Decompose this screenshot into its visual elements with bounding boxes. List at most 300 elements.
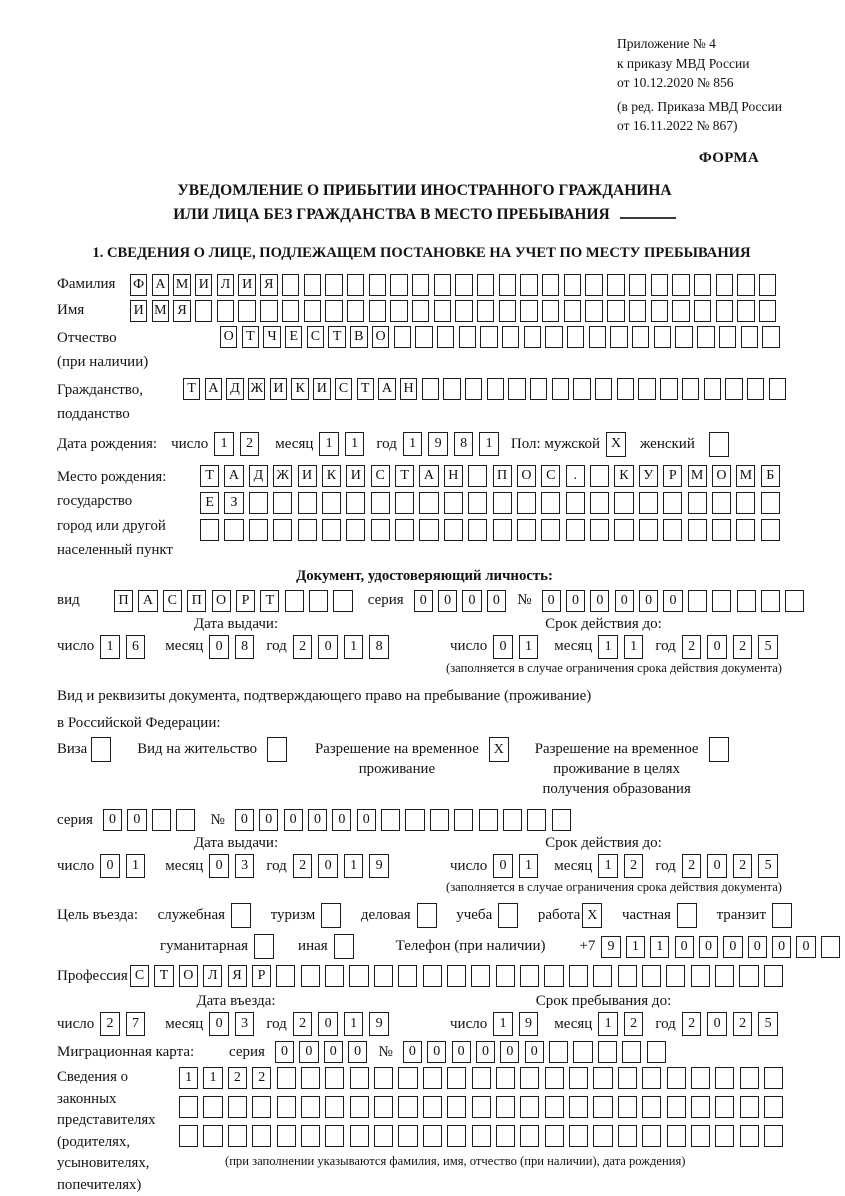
char-cell-filled[interactable]: 0 <box>590 590 609 612</box>
char-cell-filled[interactable]: П <box>187 590 206 612</box>
char-cell-empty[interactable] <box>667 1067 686 1089</box>
char-cell-empty[interactable] <box>298 492 317 514</box>
char-cell-filled[interactable]: 0 <box>403 1041 422 1063</box>
char-cell-empty[interactable] <box>524 326 541 348</box>
char-cell-empty[interactable] <box>764 1125 783 1147</box>
char-cell-empty[interactable] <box>598 1041 617 1063</box>
char-cell-empty[interactable] <box>642 965 661 987</box>
char-cell-empty[interactable] <box>651 300 668 322</box>
char-cell-empty[interactable] <box>607 300 624 322</box>
char-cell-filled[interactable]: 0 <box>438 590 457 612</box>
char-cell-filled[interactable]: 1 <box>344 1012 364 1036</box>
char-cell-filled[interactable]: 0 <box>493 635 513 659</box>
char-cell-filled[interactable]: Ж <box>248 378 265 400</box>
char-cell-filled[interactable]: 9 <box>428 432 448 456</box>
char-cell-empty[interactable] <box>394 326 411 348</box>
char-cell-empty[interactable] <box>422 378 439 400</box>
char-cell-empty[interactable] <box>564 274 581 296</box>
char-cell-filled[interactable]: 2 <box>682 635 702 659</box>
char-cell-empty[interactable] <box>764 1096 783 1118</box>
char-cell-filled[interactable]: 8 <box>369 635 389 659</box>
char-cell-filled[interactable]: Н <box>400 378 417 400</box>
char-cell-empty[interactable] <box>544 965 563 987</box>
char-cell-filled[interactable]: 0 <box>427 1041 446 1063</box>
char-cell-empty[interactable] <box>694 274 711 296</box>
char-cell-empty[interactable] <box>423 1096 442 1118</box>
char-cell-filled[interactable]: 0 <box>493 854 513 878</box>
char-cell-empty[interactable] <box>304 300 321 322</box>
char-cell-filled[interactable]: 9 <box>369 1012 389 1036</box>
char-cell-filled[interactable]: 2 <box>624 1012 644 1036</box>
char-cell-empty[interactable] <box>614 519 633 541</box>
char-cell-empty[interactable] <box>434 300 451 322</box>
char-cell-empty[interactable] <box>325 1125 344 1147</box>
char-cell-empty[interactable] <box>238 300 255 322</box>
char-cell-empty[interactable] <box>91 737 111 762</box>
char-cell-filled[interactable]: 0 <box>675 936 694 958</box>
char-cell-empty[interactable] <box>520 274 537 296</box>
char-cell-filled[interactable]: 1 <box>626 936 645 958</box>
char-cell-empty[interactable] <box>252 1096 271 1118</box>
char-cell-empty[interactable] <box>785 590 804 612</box>
char-cell-empty[interactable] <box>176 809 195 831</box>
char-cell-filled[interactable]: 0 <box>235 809 254 831</box>
char-cell-filled[interactable]: 2 <box>252 1067 271 1089</box>
char-cell-filled[interactable]: 2 <box>100 1012 120 1036</box>
char-cell-empty[interactable] <box>496 1096 515 1118</box>
char-cell-filled[interactable]: 0 <box>318 854 338 878</box>
char-cell-filled[interactable]: 0 <box>796 936 815 958</box>
char-cell-empty[interactable] <box>629 274 646 296</box>
char-cell-empty[interactable] <box>398 1096 417 1118</box>
char-cell-empty[interactable] <box>520 1067 539 1089</box>
char-cell-empty[interactable] <box>447 1125 466 1147</box>
char-cell-empty[interactable] <box>468 465 487 487</box>
char-cell-filled[interactable]: 1 <box>319 432 339 456</box>
char-cell-empty[interactable] <box>322 519 341 541</box>
char-cell-empty[interactable] <box>585 300 602 322</box>
char-cell-filled[interactable]: 1 <box>403 432 423 456</box>
char-cell-empty[interactable] <box>639 519 658 541</box>
char-cell-empty[interactable] <box>285 590 304 612</box>
char-cell-empty[interactable] <box>740 1067 759 1089</box>
char-cell-filled[interactable]: Л <box>203 965 222 987</box>
char-cell-empty[interactable] <box>437 326 454 348</box>
char-cell-empty[interactable] <box>517 492 536 514</box>
char-cell-empty[interactable] <box>487 378 504 400</box>
char-cell-empty[interactable] <box>530 378 547 400</box>
char-cell-empty[interactable] <box>371 519 390 541</box>
char-cell-empty[interactable] <box>498 903 518 928</box>
char-cell-empty[interactable] <box>430 809 449 831</box>
char-cell-filled[interactable]: 2 <box>682 854 702 878</box>
char-cell-filled[interactable]: 0 <box>209 854 229 878</box>
char-cell-filled[interactable]: 1 <box>624 635 644 659</box>
char-cell-empty[interactable] <box>715 1096 734 1118</box>
char-cell-empty[interactable] <box>374 1096 393 1118</box>
char-cell-empty[interactable] <box>549 1041 568 1063</box>
char-cell-filled[interactable]: А <box>378 378 395 400</box>
char-cell-empty[interactable] <box>472 1125 491 1147</box>
char-cell-filled[interactable]: Т <box>242 326 259 348</box>
char-cell-filled[interactable]: 2 <box>733 854 753 878</box>
char-cell-empty[interactable] <box>471 965 490 987</box>
char-cell-filled[interactable]: Т <box>395 465 414 487</box>
char-cell-empty[interactable] <box>545 1125 564 1147</box>
char-cell-empty[interactable] <box>152 809 171 831</box>
char-cell-filled[interactable]: Н <box>444 465 463 487</box>
char-cell-filled[interactable]: 1 <box>598 635 618 659</box>
char-cell-empty[interactable] <box>691 1067 710 1089</box>
char-cell-empty[interactable] <box>688 492 707 514</box>
char-cell-empty[interactable] <box>459 326 476 348</box>
char-cell-filled[interactable]: Р <box>236 590 255 612</box>
char-cell-empty[interactable] <box>520 965 539 987</box>
char-cell-empty[interactable] <box>493 519 512 541</box>
char-cell-empty[interactable] <box>694 300 711 322</box>
char-cell-filled[interactable]: Т <box>200 465 219 487</box>
char-cell-empty[interactable] <box>493 492 512 514</box>
char-cell-empty[interactable] <box>675 326 692 348</box>
char-cell-filled[interactable]: 0 <box>127 809 146 831</box>
char-cell-empty[interactable] <box>709 432 729 457</box>
char-cell-empty[interactable] <box>593 965 612 987</box>
char-cell-filled[interactable]: 0 <box>209 1012 229 1036</box>
char-cell-empty[interactable] <box>322 492 341 514</box>
char-cell-empty[interactable] <box>737 590 756 612</box>
char-cell-filled[interactable]: Я <box>228 965 247 987</box>
char-cell-empty[interactable] <box>527 809 546 831</box>
char-cell-filled[interactable]: А <box>152 274 169 296</box>
char-cell-filled[interactable]: 1 <box>345 432 365 456</box>
char-cell-empty[interactable] <box>260 300 277 322</box>
char-cell-filled[interactable]: С <box>130 965 149 987</box>
char-cell-filled[interactable]: 0 <box>275 1041 294 1063</box>
char-cell-empty[interactable] <box>569 1096 588 1118</box>
char-cell-empty[interactable] <box>350 1125 369 1147</box>
char-cell-empty[interactable] <box>569 1067 588 1089</box>
char-cell-empty[interactable] <box>282 274 299 296</box>
char-cell-empty[interactable] <box>672 300 689 322</box>
char-cell-empty[interactable] <box>395 492 414 514</box>
char-cell-empty[interactable] <box>715 1067 734 1089</box>
char-cell-empty[interactable] <box>423 1125 442 1147</box>
char-cell-empty[interactable] <box>542 274 559 296</box>
char-cell-empty[interactable] <box>691 1096 710 1118</box>
char-cell-empty[interactable] <box>282 300 299 322</box>
char-cell-filled[interactable]: О <box>220 326 237 348</box>
char-cell-empty[interactable] <box>590 519 609 541</box>
char-cell-empty[interactable] <box>654 326 671 348</box>
char-cell-empty[interactable] <box>667 1096 686 1118</box>
char-cell-empty[interactable] <box>545 1067 564 1089</box>
char-cell-empty[interactable] <box>663 519 682 541</box>
char-cell-filled[interactable]: Ч <box>263 326 280 348</box>
char-cell-filled[interactable]: 0 <box>299 1041 318 1063</box>
char-cell-empty[interactable] <box>520 1125 539 1147</box>
char-cell-empty[interactable] <box>371 492 390 514</box>
char-cell-filled[interactable]: И <box>270 378 287 400</box>
char-cell-empty[interactable] <box>761 590 780 612</box>
char-cell-filled[interactable]: 0 <box>452 1041 471 1063</box>
char-cell-empty[interactable] <box>638 378 655 400</box>
char-cell-filled[interactable]: 2 <box>228 1067 247 1089</box>
char-cell-empty[interactable] <box>477 274 494 296</box>
char-cell-filled[interactable]: О <box>179 965 198 987</box>
char-cell-empty[interactable] <box>764 1067 783 1089</box>
char-cell-empty[interactable] <box>502 326 519 348</box>
char-cell-filled[interactable]: 0 <box>748 936 767 958</box>
char-cell-filled[interactable]: 0 <box>103 809 122 831</box>
char-cell-empty[interactable] <box>642 1096 661 1118</box>
char-cell-filled[interactable]: 1 <box>479 432 499 456</box>
char-cell-empty[interactable] <box>309 590 328 612</box>
char-cell-empty[interactable] <box>496 1067 515 1089</box>
char-cell-filled[interactable]: 1 <box>598 854 618 878</box>
char-cell-filled[interactable]: 0 <box>772 936 791 958</box>
char-cell-empty[interactable] <box>704 378 721 400</box>
char-cell-filled[interactable]: 1 <box>214 432 234 456</box>
char-cell-empty[interactable] <box>747 378 764 400</box>
char-cell-empty[interactable] <box>472 1096 491 1118</box>
char-cell-empty[interactable] <box>179 1125 198 1147</box>
char-cell-empty[interactable] <box>334 934 354 959</box>
char-cell-filled[interactable]: 0 <box>500 1041 519 1063</box>
char-cell-filled[interactable]: 0 <box>357 809 376 831</box>
char-cell-empty[interactable] <box>629 300 646 322</box>
char-cell-empty[interactable] <box>761 492 780 514</box>
char-cell-filled[interactable]: 8 <box>235 635 255 659</box>
char-cell-empty[interactable] <box>566 492 585 514</box>
char-cell-filled[interactable]: 0 <box>542 590 561 612</box>
char-cell-empty[interactable] <box>301 1067 320 1089</box>
char-cell-empty[interactable] <box>697 326 714 348</box>
char-cell-empty[interactable] <box>715 965 734 987</box>
char-cell-filled[interactable]: П <box>114 590 133 612</box>
char-cell-empty[interactable] <box>585 274 602 296</box>
char-cell-empty[interactable] <box>517 519 536 541</box>
char-cell-empty[interactable] <box>618 965 637 987</box>
char-cell-filled[interactable]: О <box>517 465 536 487</box>
char-cell-empty[interactable] <box>369 274 386 296</box>
char-cell-empty[interactable] <box>499 300 516 322</box>
char-cell-filled[interactable]: С <box>371 465 390 487</box>
char-cell-filled[interactable]: 1 <box>344 854 364 878</box>
char-cell-empty[interactable] <box>374 965 393 987</box>
char-cell-empty[interactable] <box>642 1125 661 1147</box>
char-cell-empty[interactable] <box>447 965 466 987</box>
char-cell-empty[interactable] <box>447 1067 466 1089</box>
char-cell-filled[interactable]: В <box>350 326 367 348</box>
char-cell-filled[interactable]: 0 <box>699 936 718 958</box>
char-cell-empty[interactable] <box>465 378 482 400</box>
char-cell-filled[interactable]: З <box>224 492 243 514</box>
char-cell-empty[interactable] <box>545 1096 564 1118</box>
char-cell-empty[interactable] <box>590 492 609 514</box>
char-cell-empty[interactable] <box>642 1067 661 1089</box>
char-cell-filled[interactable]: И <box>313 378 330 400</box>
char-cell-filled[interactable]: 1 <box>203 1067 222 1089</box>
char-cell-filled[interactable]: 5 <box>758 1012 778 1036</box>
char-cell-filled[interactable]: 9 <box>519 1012 539 1036</box>
char-cell-filled[interactable]: П <box>493 465 512 487</box>
char-cell-empty[interactable] <box>741 326 758 348</box>
char-cell-filled[interactable]: 0 <box>615 590 634 612</box>
char-cell-empty[interactable] <box>761 519 780 541</box>
char-cell-empty[interactable] <box>398 1125 417 1147</box>
char-cell-empty[interactable] <box>716 300 733 322</box>
char-cell-filled[interactable]: 1 <box>519 854 539 878</box>
char-cell-filled[interactable]: . <box>566 465 585 487</box>
char-cell-filled[interactable]: 2 <box>624 854 644 878</box>
char-cell-empty[interactable] <box>772 903 792 928</box>
char-cell-filled[interactable]: Д <box>249 465 268 487</box>
char-cell-empty[interactable] <box>593 1125 612 1147</box>
char-cell-filled[interactable]: К <box>291 378 308 400</box>
char-cell-filled[interactable]: О <box>212 590 231 612</box>
char-cell-empty[interactable] <box>672 274 689 296</box>
char-cell-empty[interactable] <box>736 519 755 541</box>
char-cell-filled[interactable]: Т <box>328 326 345 348</box>
char-cell-empty[interactable] <box>252 1125 271 1147</box>
char-cell-filled[interactable]: Ф <box>130 274 147 296</box>
char-cell-empty[interactable] <box>273 519 292 541</box>
char-cell-empty[interactable] <box>374 1125 393 1147</box>
char-cell-empty[interactable] <box>647 1041 666 1063</box>
char-cell-filled[interactable]: К <box>614 465 633 487</box>
char-cell-filled[interactable]: Т <box>260 590 279 612</box>
char-cell-empty[interactable] <box>390 300 407 322</box>
char-cell-filled[interactable]: К <box>322 465 341 487</box>
char-cell-filled[interactable]: 3 <box>235 1012 255 1036</box>
char-cell-filled[interactable]: Е <box>285 326 302 348</box>
char-cell-filled[interactable]: А <box>419 465 438 487</box>
char-cell-empty[interactable] <box>301 1125 320 1147</box>
char-cell-empty[interactable] <box>691 1125 710 1147</box>
char-cell-empty[interactable] <box>719 326 736 348</box>
char-cell-filled[interactable]: X <box>606 432 626 457</box>
char-cell-empty[interactable] <box>566 519 585 541</box>
char-cell-empty[interactable] <box>552 378 569 400</box>
char-cell-empty[interactable] <box>590 465 609 487</box>
char-cell-empty[interactable] <box>593 1067 612 1089</box>
char-cell-empty[interactable] <box>350 1067 369 1089</box>
char-cell-empty[interactable] <box>415 326 432 348</box>
char-cell-empty[interactable] <box>589 326 606 348</box>
char-cell-filled[interactable]: 0 <box>259 809 278 831</box>
char-cell-empty[interactable] <box>454 809 473 831</box>
char-cell-empty[interactable] <box>618 1096 637 1118</box>
char-cell-filled[interactable]: 1 <box>126 854 146 878</box>
char-cell-empty[interactable] <box>715 1125 734 1147</box>
char-cell-filled[interactable]: 0 <box>284 809 303 831</box>
char-cell-filled[interactable]: 0 <box>663 590 682 612</box>
char-cell-filled[interactable]: 2 <box>293 854 313 878</box>
char-cell-empty[interactable] <box>569 965 588 987</box>
char-cell-empty[interactable] <box>443 378 460 400</box>
char-cell-empty[interactable] <box>567 326 584 348</box>
char-cell-empty[interactable] <box>325 965 344 987</box>
char-cell-filled[interactable]: 0 <box>100 854 120 878</box>
char-cell-filled[interactable]: 2 <box>733 635 753 659</box>
char-cell-empty[interactable] <box>347 300 364 322</box>
char-cell-filled[interactable]: 1 <box>650 936 669 958</box>
char-cell-empty[interactable] <box>667 1125 686 1147</box>
char-cell-empty[interactable] <box>455 274 472 296</box>
char-cell-empty[interactable] <box>593 1096 612 1118</box>
char-cell-empty[interactable] <box>417 903 437 928</box>
char-cell-filled[interactable]: 1 <box>598 1012 618 1036</box>
char-cell-empty[interactable] <box>350 1096 369 1118</box>
char-cell-empty[interactable] <box>267 737 287 762</box>
char-cell-empty[interactable] <box>325 300 342 322</box>
char-cell-filled[interactable]: 5 <box>758 854 778 878</box>
char-cell-filled[interactable]: Л <box>217 274 234 296</box>
char-cell-empty[interactable] <box>455 300 472 322</box>
char-cell-filled[interactable]: 0 <box>332 809 351 831</box>
char-cell-empty[interactable] <box>423 965 442 987</box>
char-cell-empty[interactable] <box>301 1096 320 1118</box>
char-cell-filled[interactable]: 0 <box>324 1041 343 1063</box>
char-cell-filled[interactable]: А <box>205 378 222 400</box>
char-cell-empty[interactable] <box>651 274 668 296</box>
char-cell-empty[interactable] <box>224 519 243 541</box>
char-cell-filled[interactable]: Р <box>663 465 682 487</box>
char-cell-empty[interactable] <box>677 903 697 928</box>
char-cell-filled[interactable]: 0 <box>723 936 742 958</box>
char-cell-filled[interactable]: 1 <box>344 635 364 659</box>
char-cell-empty[interactable] <box>496 965 515 987</box>
char-cell-empty[interactable] <box>716 274 733 296</box>
char-cell-filled[interactable]: О <box>712 465 731 487</box>
char-cell-empty[interactable] <box>434 274 451 296</box>
char-cell-empty[interactable] <box>569 1125 588 1147</box>
char-cell-empty[interactable] <box>660 378 677 400</box>
char-cell-empty[interactable] <box>541 492 560 514</box>
char-cell-empty[interactable] <box>273 492 292 514</box>
char-cell-empty[interactable] <box>821 936 840 958</box>
char-cell-empty[interactable] <box>203 1125 222 1147</box>
char-cell-filled[interactable]: 2 <box>240 432 260 456</box>
char-cell-empty[interactable] <box>520 1096 539 1118</box>
char-cell-filled[interactable]: 0 <box>318 635 338 659</box>
char-cell-filled[interactable]: М <box>688 465 707 487</box>
char-cell-empty[interactable] <box>632 326 649 348</box>
char-cell-filled[interactable]: X <box>489 737 509 762</box>
char-cell-empty[interactable] <box>712 519 731 541</box>
char-cell-empty[interactable] <box>712 590 731 612</box>
char-cell-empty[interactable] <box>503 809 522 831</box>
char-cell-empty[interactable] <box>688 590 707 612</box>
char-cell-empty[interactable] <box>499 274 516 296</box>
char-cell-filled[interactable]: 2 <box>733 1012 753 1036</box>
char-cell-empty[interactable] <box>618 1125 637 1147</box>
char-cell-filled[interactable]: С <box>541 465 560 487</box>
char-cell-empty[interactable] <box>369 300 386 322</box>
char-cell-filled[interactable]: И <box>195 274 212 296</box>
char-cell-empty[interactable] <box>764 965 783 987</box>
char-cell-filled[interactable]: 2 <box>293 635 313 659</box>
char-cell-empty[interactable] <box>277 1096 296 1118</box>
char-cell-filled[interactable]: 1 <box>493 1012 513 1036</box>
char-cell-filled[interactable]: 0 <box>348 1041 367 1063</box>
char-cell-empty[interactable] <box>304 274 321 296</box>
char-cell-empty[interactable] <box>617 378 634 400</box>
char-cell-empty[interactable] <box>691 965 710 987</box>
char-cell-filled[interactable]: 1 <box>100 635 120 659</box>
char-cell-empty[interactable] <box>607 274 624 296</box>
char-cell-empty[interactable] <box>325 274 342 296</box>
